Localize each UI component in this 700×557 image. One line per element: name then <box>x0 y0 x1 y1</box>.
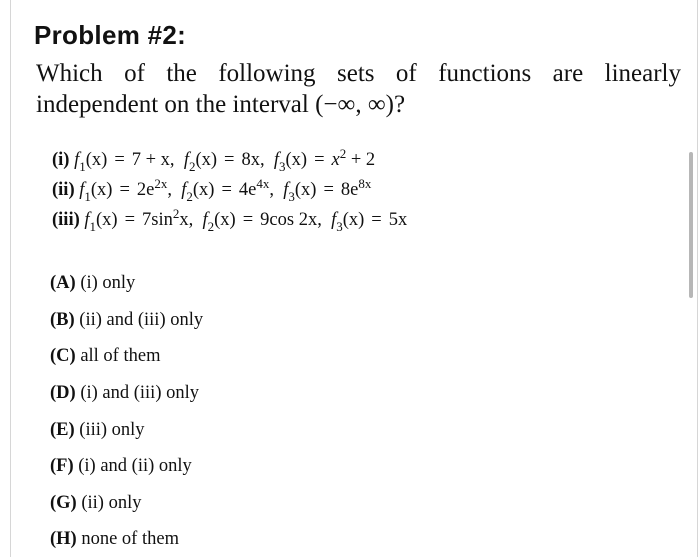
function-index: 1 <box>79 158 86 174</box>
function-exponent: 2 <box>172 206 180 221</box>
function-set-3 <box>52 206 408 234</box>
set-label: (iii) <box>52 210 80 230</box>
function-arg: (x) <box>294 180 317 200</box>
function-index: 2 <box>188 158 196 174</box>
equals-sign: = <box>224 150 235 170</box>
choice-letter: (C) <box>50 346 76 366</box>
choice-g[interactable] <box>50 493 141 514</box>
function-arg: (x) <box>90 180 113 200</box>
equals-sign: = <box>314 150 325 170</box>
choice-letter: (H) <box>50 529 77 549</box>
question-text: Which of the following sets of functions are linearly independent on the interval (−∞, ∞)? <box>36 60 681 118</box>
function-base: 4e <box>238 180 257 200</box>
function-index: 2 <box>207 218 215 234</box>
function-arg: (x) <box>342 210 365 230</box>
function-index: 2 <box>186 188 193 204</box>
choice-f[interactable] <box>50 456 192 477</box>
choice-text: (i) only <box>80 273 136 293</box>
function-tail: x, <box>179 210 194 230</box>
choice-a[interactable] <box>50 273 135 294</box>
problem-title: Problem #2: <box>34 20 187 50</box>
function-arg: (x) <box>195 150 218 170</box>
function-tail: , <box>167 180 172 200</box>
function-index: 3 <box>336 218 343 234</box>
function-base: 2e <box>136 180 155 200</box>
function-arg: (x) <box>85 150 108 170</box>
function-index: 1 <box>89 218 97 234</box>
function-set-2 <box>52 176 372 204</box>
function-index: 3 <box>278 158 286 174</box>
choice-d[interactable] <box>50 383 199 404</box>
choice-text: (i) and (ii) only <box>78 456 192 476</box>
choice-letter: (G) <box>50 493 77 513</box>
function-arg: (x) <box>214 210 236 230</box>
function-name: f <box>273 150 279 170</box>
function-tail: , <box>269 180 274 200</box>
choice-b[interactable] <box>50 310 203 331</box>
function-rhs: 9cos 2x, <box>260 210 322 230</box>
function-index: 3 <box>288 188 295 204</box>
choice-h[interactable] <box>50 529 179 550</box>
equals-sign: = <box>323 180 334 200</box>
choice-letter: (D) <box>50 383 76 403</box>
function-exponent: 4x <box>256 176 270 191</box>
function-index: 1 <box>84 188 91 204</box>
function-name: f <box>181 180 187 200</box>
function-arg: (x) <box>285 150 308 170</box>
choice-c[interactable] <box>50 346 160 367</box>
set-label: (ii) <box>52 180 75 200</box>
function-name: f <box>331 210 337 230</box>
function-set-1 <box>52 146 376 174</box>
function-rhs: 8x, <box>241 150 265 170</box>
set-label: (i) <box>52 150 70 170</box>
choice-letter: (E) <box>50 420 75 440</box>
function-name: f <box>283 180 289 200</box>
function-name: f <box>79 180 85 200</box>
choice-letter: (A) <box>50 273 76 293</box>
function-arg: (x) <box>192 180 215 200</box>
function-base: 8e <box>340 180 359 200</box>
vertical-scrollbar[interactable] <box>689 152 693 298</box>
choice-text: (iii) only <box>79 420 145 440</box>
choice-text: (ii) and (iii) only <box>79 310 204 330</box>
equals-sign: = <box>119 180 130 200</box>
equals-sign: = <box>124 210 136 230</box>
choice-text: none of them <box>81 529 179 549</box>
function-base: x <box>331 150 340 170</box>
choice-e[interactable] <box>50 420 145 441</box>
function-name: f <box>202 210 208 230</box>
choice-text: all of them <box>80 346 161 366</box>
equals-sign: = <box>221 180 232 200</box>
function-name: f <box>84 210 90 230</box>
choice-text: (ii) only <box>81 493 142 513</box>
choice-text: (i) and (iii) only <box>80 383 199 403</box>
function-base: 7sin <box>142 210 173 230</box>
function-tail: + 2 <box>346 150 376 170</box>
choice-letter: (F) <box>50 456 74 476</box>
function-name: f <box>74 150 80 170</box>
equals-sign: = <box>371 210 382 230</box>
equals-sign: = <box>114 150 125 170</box>
function-exponent: 2x <box>154 176 168 191</box>
choice-letter: (B) <box>50 310 75 330</box>
function-exponent: 8x <box>358 176 372 191</box>
function-arg: (x) <box>96 210 118 230</box>
function-rhs: 7 + x, <box>131 150 175 170</box>
function-name: f <box>183 150 189 170</box>
function-exponent: 2 <box>339 146 347 161</box>
equals-sign: = <box>242 210 254 230</box>
function-rhs: 5x <box>388 210 408 230</box>
